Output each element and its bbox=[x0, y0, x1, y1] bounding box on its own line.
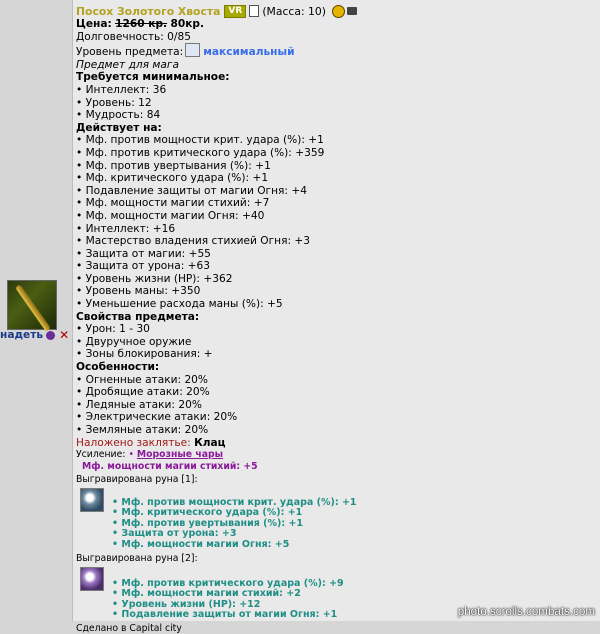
property-item: • Урон: 1 - 30 bbox=[76, 323, 150, 336]
left-panel bbox=[0, 0, 72, 621]
effect-item: • Интеллект: +16 bbox=[76, 222, 176, 235]
item-subtitle: Предмет для мага bbox=[76, 58, 179, 71]
property-item: • Зоны блокирования: + bbox=[76, 348, 213, 361]
enhancement-stat-row bbox=[76, 461, 600, 473]
effect-item: • Уровень маны: +350 bbox=[76, 285, 201, 298]
enhancement-row bbox=[76, 449, 600, 461]
staff-icon bbox=[15, 284, 51, 332]
requirement-item: • Уровень: 12 bbox=[76, 96, 152, 109]
item-level-label: Уровень предмета: bbox=[76, 46, 184, 59]
vr-badge: VR bbox=[224, 5, 246, 18]
made-in: Сделано в Capital city bbox=[76, 622, 182, 634]
remove-icon[interactable]: ✕ bbox=[59, 328, 70, 342]
effect-item: • Мф. критического удара (%): +1 bbox=[76, 172, 269, 185]
flag-icon[interactable] bbox=[347, 7, 357, 15]
feature-item: • Ледяные атаки: 20% bbox=[76, 398, 202, 411]
feature-item: • Земляные атаки: 20% bbox=[76, 424, 209, 436]
document-icon[interactable] bbox=[249, 5, 259, 17]
effect-item: • Мф. против мощности крит. удара (%): +1 bbox=[76, 134, 324, 147]
spell-label: Наложено заклятье: bbox=[76, 436, 191, 449]
rune2-item: • Подавление защиты от магии Огня: +1 bbox=[112, 609, 338, 621]
rune2-item: • Уровень жизни (HP): +12 bbox=[112, 598, 261, 610]
rune1-item: • Мф. против мощности крит. удара (%): +1 bbox=[112, 496, 357, 508]
wear-link[interactable]: надеть bbox=[0, 329, 44, 341]
spell-value: Клац bbox=[194, 436, 226, 449]
rune2-item: • Мф. мощности магии стихий: +2 bbox=[112, 588, 301, 600]
spell-row bbox=[76, 437, 600, 450]
rune1-item: • Защита от урона: +3 bbox=[112, 528, 237, 540]
effect-item: • Защита от урона: +63 bbox=[76, 260, 210, 273]
effect-item: • Мф. мощности магии стихий: +7 bbox=[76, 197, 270, 210]
effect-item: • Защита от магии: +55 bbox=[76, 247, 211, 260]
item-level-row bbox=[76, 43, 600, 59]
rune1-item: • Мф. против увертывания (%): +1 bbox=[112, 517, 304, 529]
enhancement-bullet: • bbox=[128, 449, 134, 461]
effect-item: • Уровень жизни (HP): +362 bbox=[76, 272, 233, 285]
price-old: 1260 кр. bbox=[115, 18, 168, 30]
rune1-label: Выгравирована руна [1]: bbox=[76, 474, 198, 486]
level-icon bbox=[185, 43, 200, 57]
enhancement-label: Усиление: bbox=[76, 449, 126, 461]
features-header: Особенности: bbox=[76, 361, 160, 374]
requirement-item: • Мудрость: 84 bbox=[76, 109, 161, 122]
durability: Долговечность: 0/85 bbox=[76, 30, 191, 43]
effect-item: • Мф. мощности магии Огня: +40 bbox=[76, 209, 265, 222]
wear-icon[interactable] bbox=[46, 331, 55, 340]
mass-text: (Масса: 10) bbox=[262, 4, 326, 18]
item-level-value[interactable]: максимальный bbox=[203, 46, 295, 59]
effect-item: • Подавление защиты от магии Огня: +4 bbox=[76, 184, 307, 197]
properties-header: Свойства предмета: bbox=[76, 310, 200, 323]
requirement-item: • Интеллект: 36 bbox=[76, 83, 167, 96]
rune-icon[interactable] bbox=[80, 488, 104, 512]
price-row bbox=[76, 18, 600, 31]
rune1-item: • Мф. мощности магии Огня: +5 bbox=[112, 538, 290, 550]
rune-icon[interactable] bbox=[80, 567, 104, 591]
clan-icon[interactable] bbox=[332, 5, 345, 18]
rune1-block bbox=[76, 488, 600, 551]
title-row bbox=[76, 4, 600, 18]
feature-item: • Электрические атаки: 20% bbox=[76, 411, 238, 424]
feature-item: • Дробящие атаки: 20% bbox=[76, 386, 210, 399]
effect-item: • Мф. против критического удара (%): +359 bbox=[76, 146, 325, 159]
enhancement-stat: Мф. мощности магии стихий: +5 bbox=[82, 460, 258, 472]
item-image bbox=[7, 280, 57, 330]
property-item: • Двуручное оружие bbox=[76, 335, 192, 348]
wear-row bbox=[0, 329, 69, 341]
rune2-lines bbox=[110, 567, 344, 621]
effect-item: • Уменьшение расхода маны (%): +5 bbox=[76, 298, 283, 311]
watermark: photo.scrolls.combats.com bbox=[457, 605, 595, 618]
effects-header: Действует на: bbox=[76, 121, 162, 134]
rune1-lines bbox=[110, 488, 357, 551]
rune2-label: Выгравирована руна [2]: bbox=[76, 553, 198, 565]
enhancement-link[interactable]: Морозные чары bbox=[136, 449, 224, 461]
rune2-item: • Мф. против критического удара (%): +9 bbox=[112, 577, 344, 589]
requirements-header: Требуется минимальное: bbox=[76, 71, 230, 84]
price-label: Цена: bbox=[76, 18, 112, 30]
rune1-item: • Мф. критического удара (%): +1 bbox=[112, 507, 303, 519]
item-info-panel bbox=[72, 0, 600, 634]
item-title[interactable]: Посох Золотого Хвоста bbox=[76, 4, 221, 18]
effect-item: • Мф. против увертывания (%): +1 bbox=[76, 159, 271, 172]
price-new: 80кр. bbox=[170, 18, 204, 30]
effect-item: • Мастерство владения стихией Огня: +3 bbox=[76, 235, 311, 248]
feature-item: • Огненные атаки: 20% bbox=[76, 373, 208, 386]
